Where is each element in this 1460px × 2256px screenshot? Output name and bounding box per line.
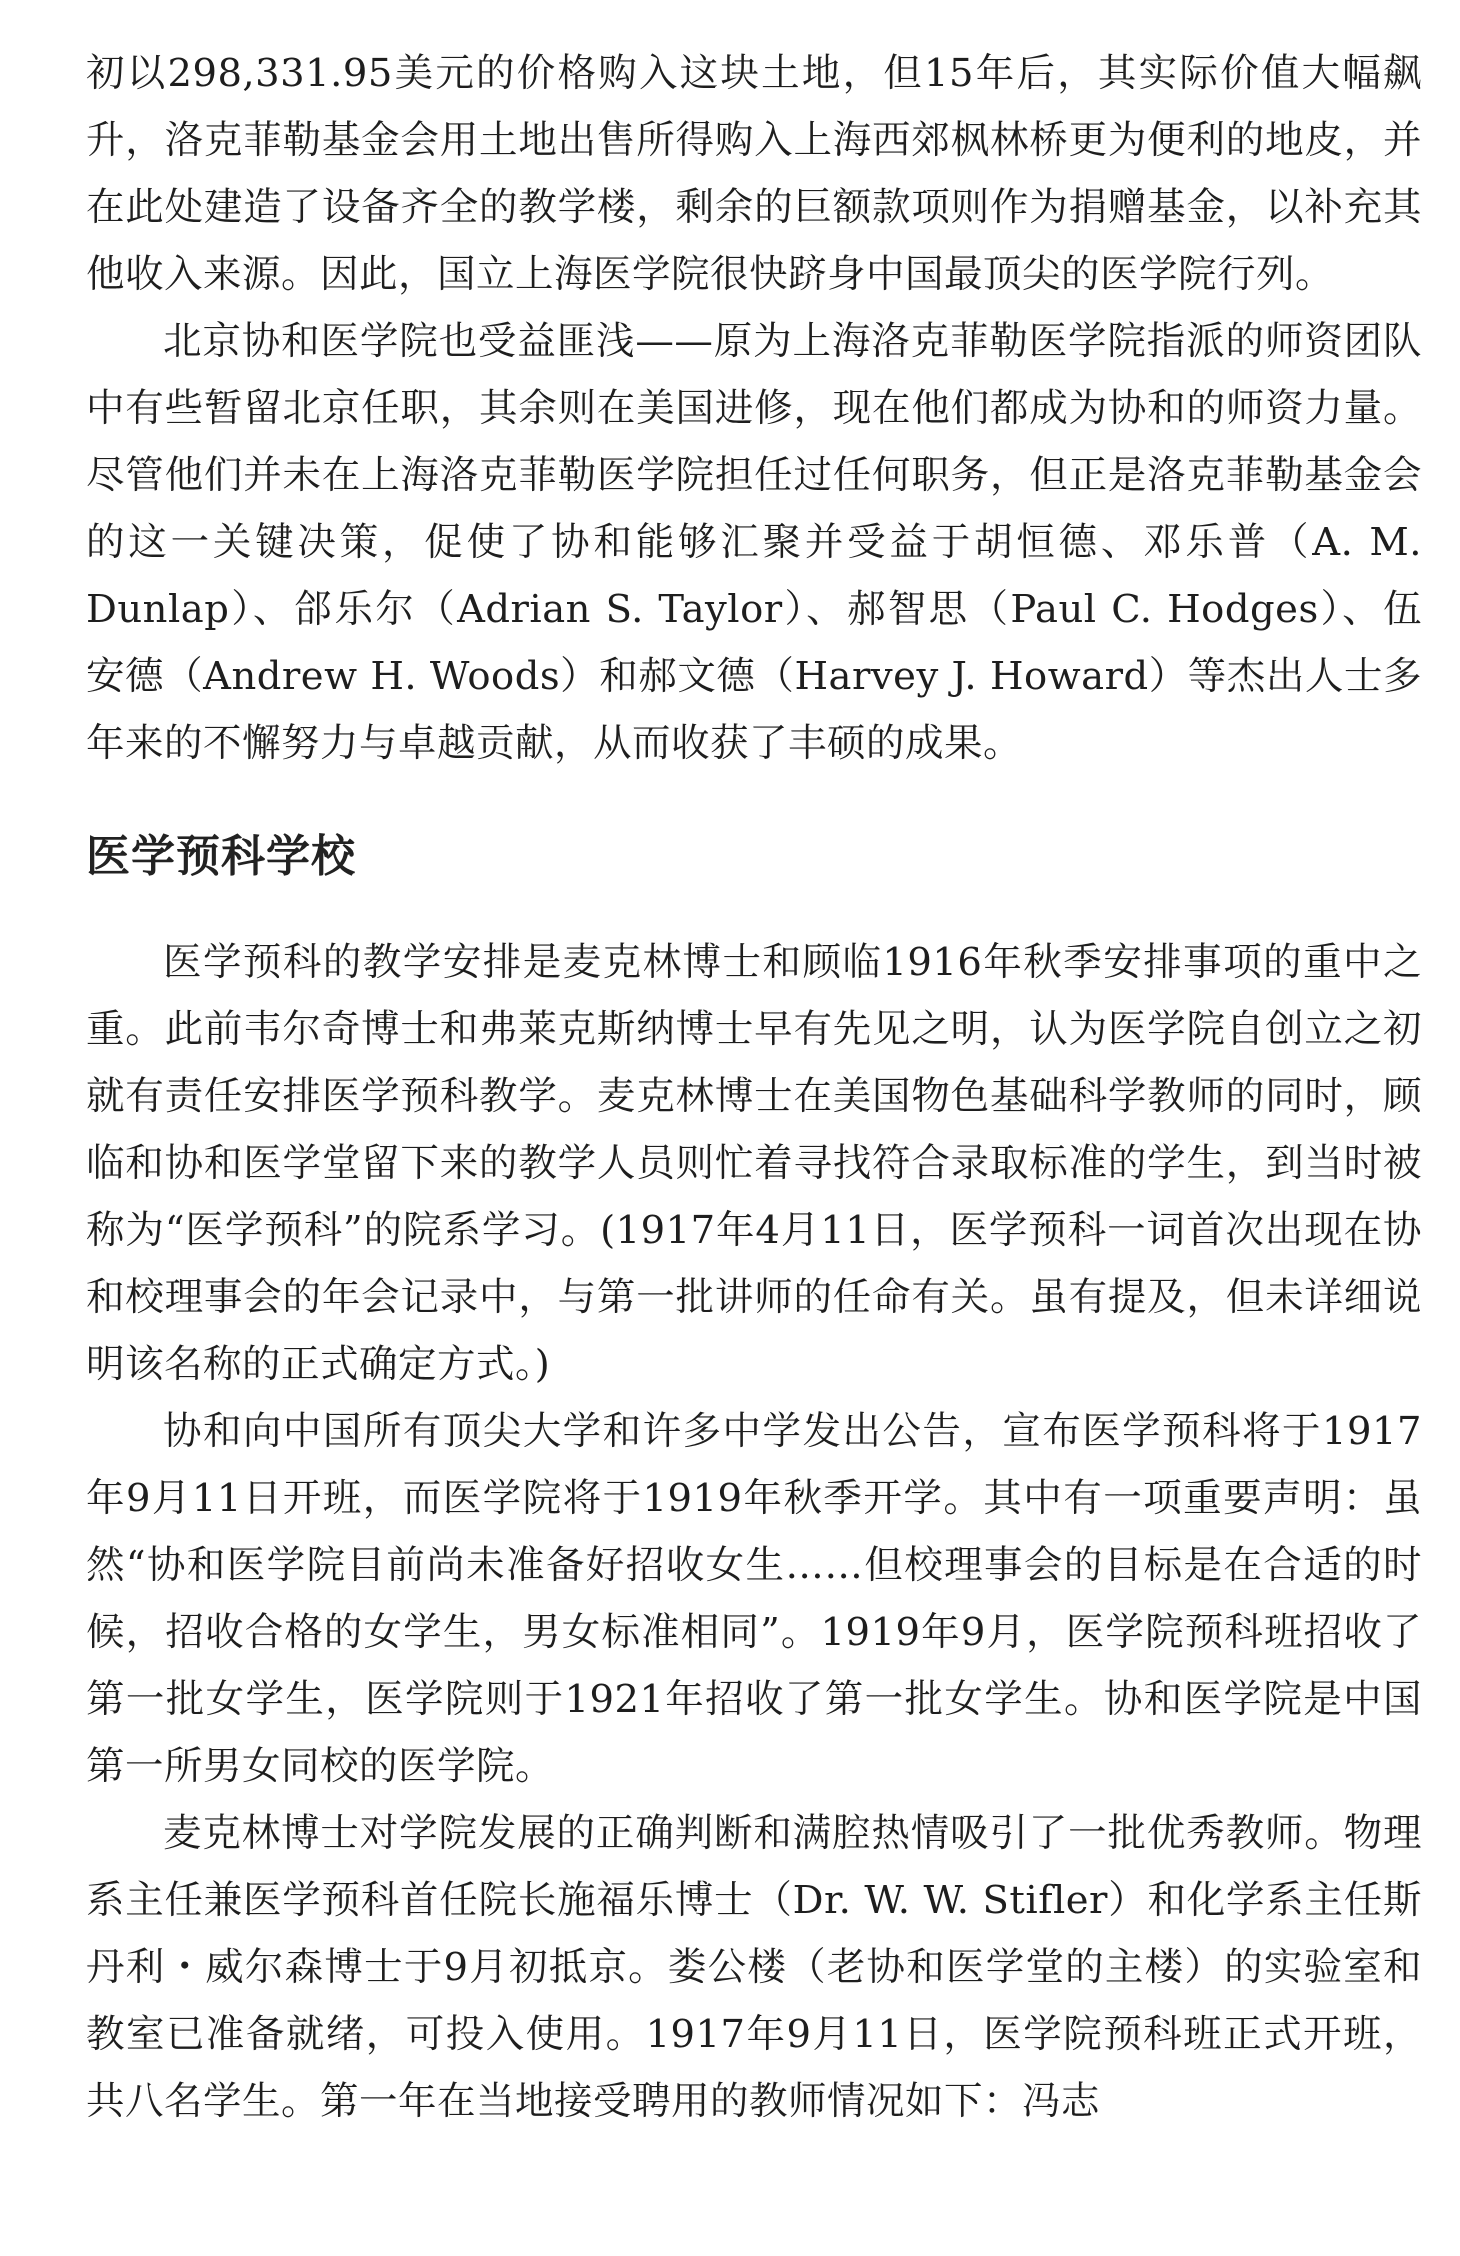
body-paragraph-pumc-benefit: 北京协和医学院也受益匪浅——原为上海洛克菲勒医学院指派的师资团队中有些暂留北京任职，其余则在美国进修，现在他们都成为协和的师资力量。尽管他们并未在上海洛克菲勒医学院担任过任何职务，但正是洛克菲勒基金会的这一关键决策，促使了协和能够汇聚并受益于胡恒德、邓乐普（A. M. Dunlap）、郃乐尔（Adrian S. Taylor）、郝智思（Paul C. Hodges）、伍安德（Andrew H. Woods）和郝文德（Harvey J. Howard）等杰出人士多年来的不懈努力与卓越贡献，从而收获了丰硕的成果。 bbox=[86, 319, 1422, 766]
body-paragraph-land-purchase: 初以298,331.95美元的价格购入这块土地，但15年后，其实际价值大幅飙升，洛克菲勒基金会用土地出售所得购入上海西郊枫林桥更为便利的地皮，并在此处建造了设备齐全的教学楼，剩余的巨额款项则作为捐赠基金，以补充其他收入来源。因此，国立上海医学院很快跻身中国最顶尖的医学院行列。 bbox=[86, 51, 1422, 297]
body-paragraph-premedical-arrangement: 医学预科的教学安排是麦克林博士和顾临1916年秋季安排事项的重中之重。此前韦尔奇博士和弗莱克斯纳博士早有先见之明，认为医学院自创立之初就有责任安排医学预科教学。麦克林博士在美国物色基础科学教师的同时，顾临和协和医学堂留下来的教学人员则忙着寻找符合录取标准的学生，到当时被称为“医学预科”的院系学习。(1917年4月11日，医学预科一词首次出现在协和校理事会的年会记录中，与第一批讲师的任命有关。虽有提及，但未详细说明该名称的正式确定方式。) bbox=[86, 940, 1422, 1387]
body-paragraph-announcement: 协和向中国所有顶尖大学和许多中学发出公告，宣布医学预科将于1917年9月11日开班，而医学院将于1919年秋季开学。其中有一项重要声明：虽然“协和医学院目前尚未准备好招收女生……但校理事会的目标是在合适的时候，招收合格的女学生，男女标准相同”。1919年9月，医学院预科班招收了第一批女学生，医学院则于1921年招收了第一批女学生。协和医学院是中国第一所男女同校的医学院。 bbox=[86, 1409, 1422, 1789]
book-page bbox=[86, 40, 1422, 2135]
section-heading-premedical-school: 医学预科学校 bbox=[86, 831, 356, 882]
body-paragraph-faculty: 麦克林博士对学院发展的正确判断和满腔热情吸引了一批优秀教师。物理系主任兼医学预科首任院长施福乐博士（Dr. W. W. Stifler）和化学系主任斯丹利・威尔森博士于9月初抵京。娄公楼（老协和医学堂的主楼）的实验室和教室已准备就绪，可投入使用。1917年9月11日，医学院预科班正式开班，共八名学生。第一年在当地接受聘用的教师情况如下：冯志 bbox=[86, 1811, 1422, 2124]
